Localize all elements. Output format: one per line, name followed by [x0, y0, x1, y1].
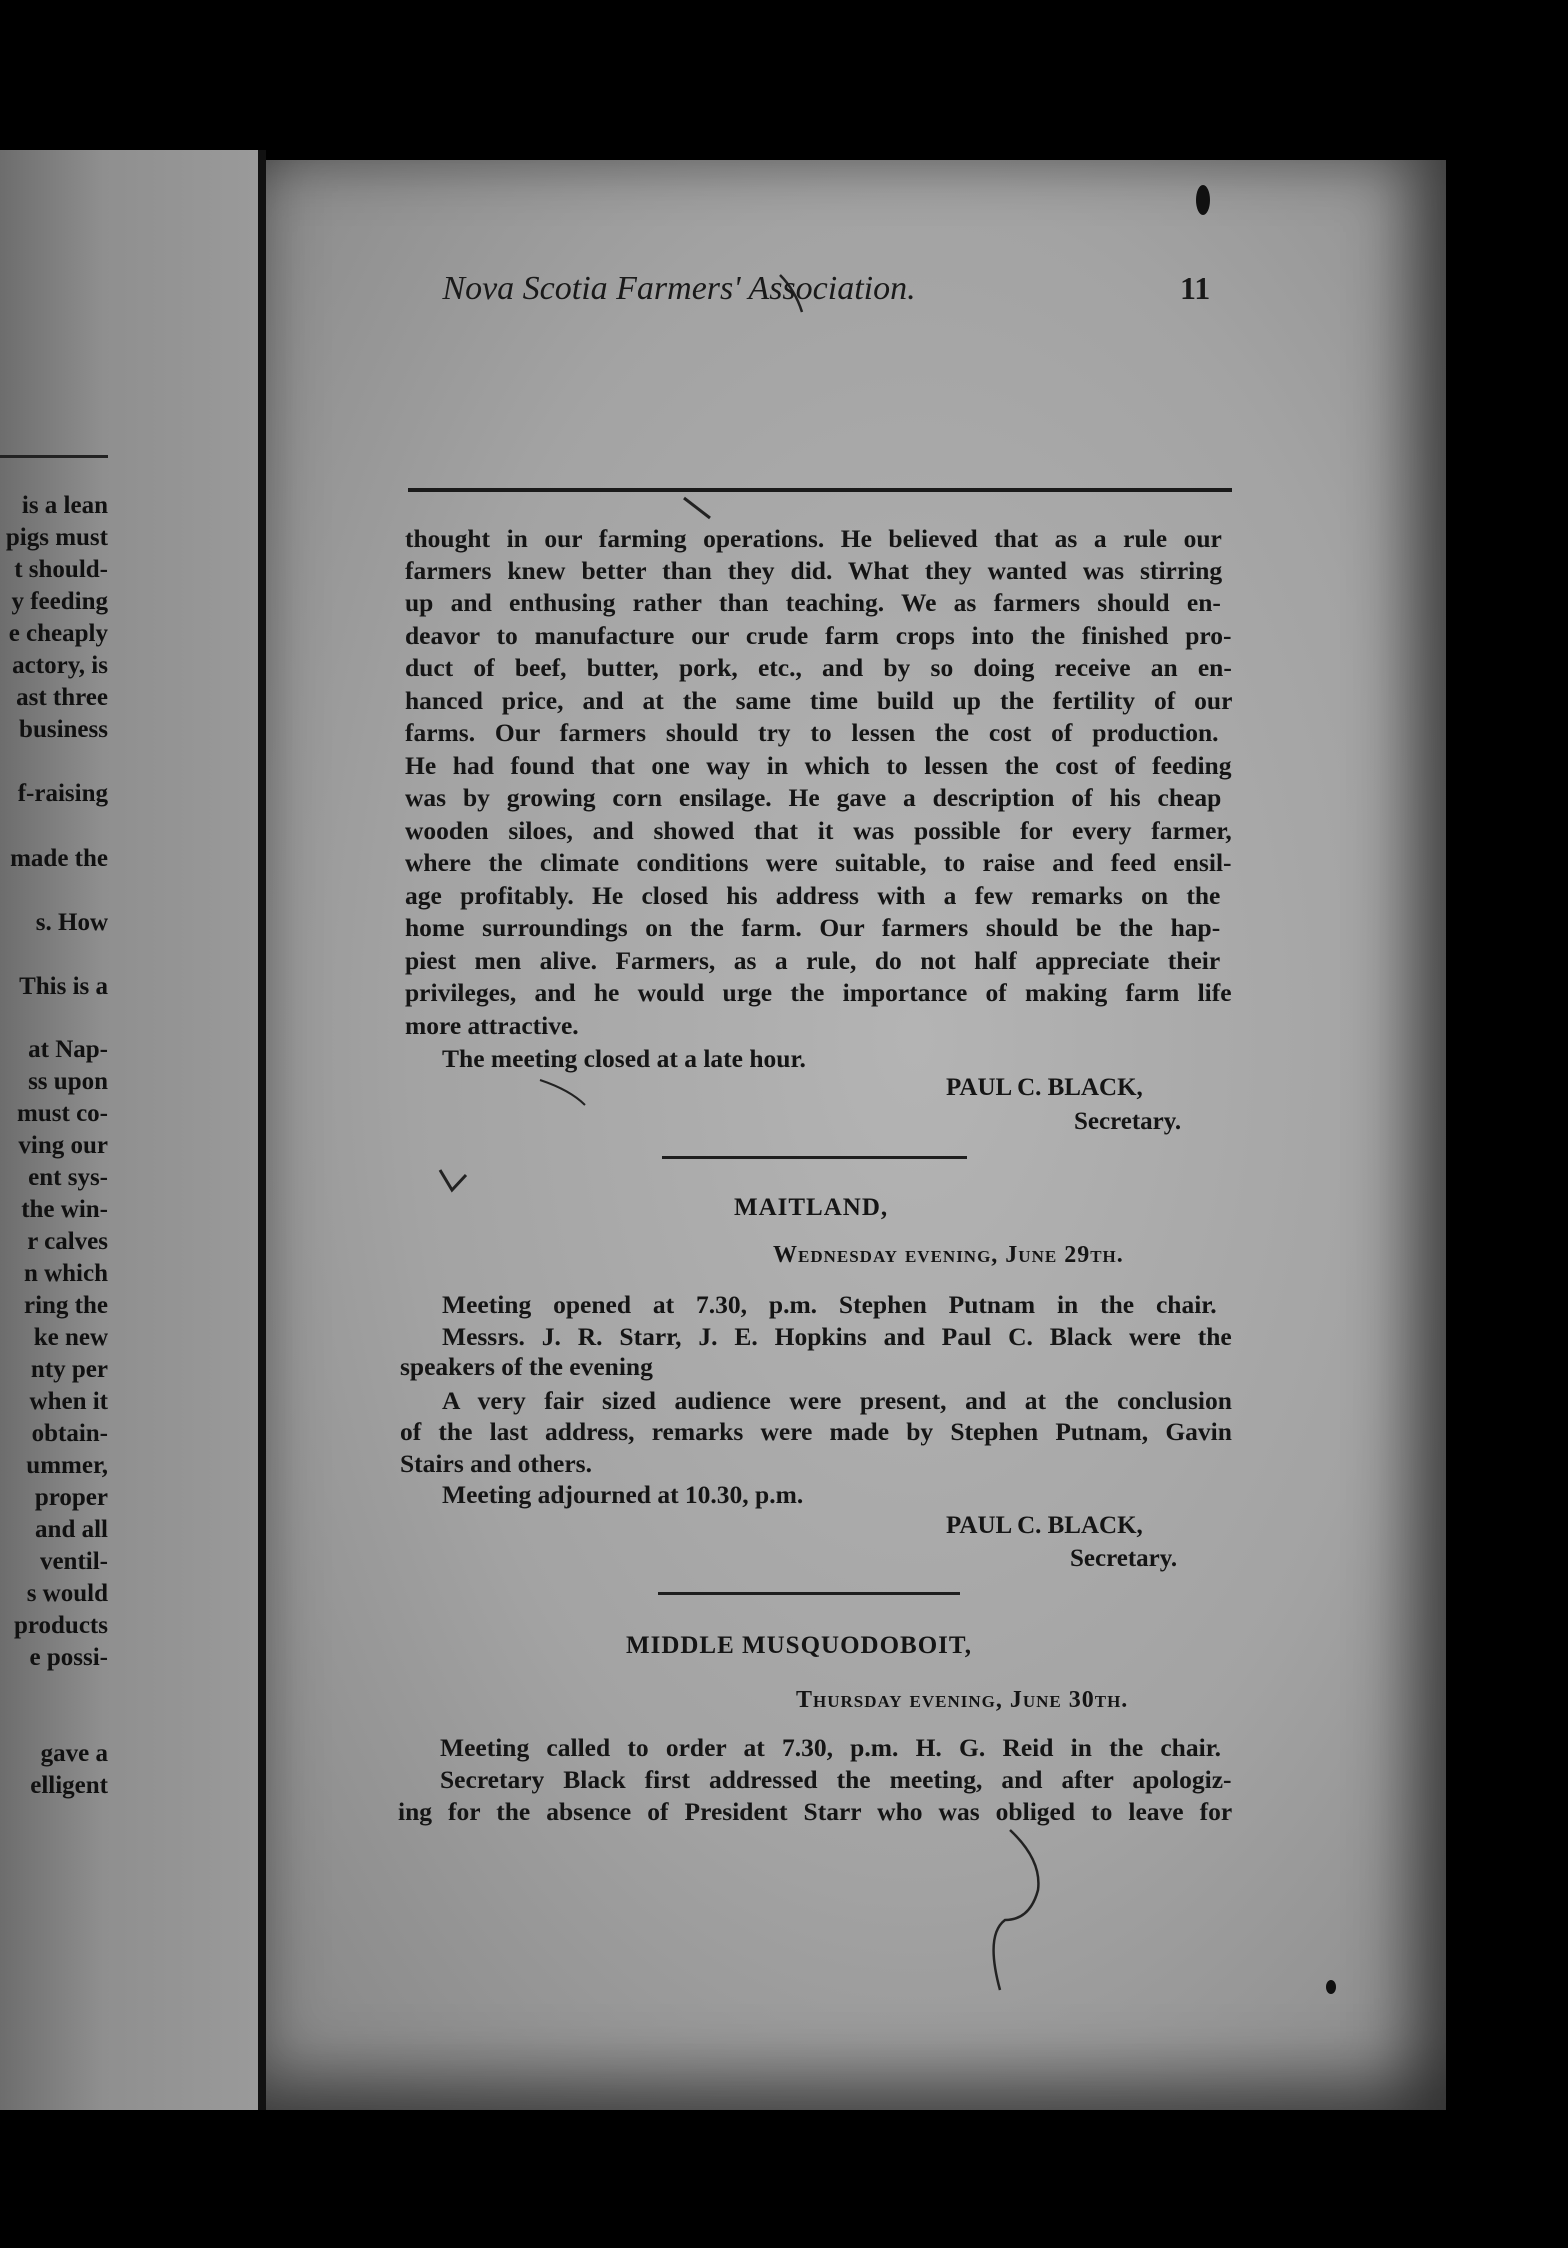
- pen-stroke: [440, 1170, 466, 1190]
- left-text-line: actory, is: [12, 652, 108, 679]
- body-line: duct of beef, butter, pork, etc., and by so doing receive an en-: [405, 653, 1232, 682]
- maitland-heading: MAITLAND,: [734, 1194, 889, 1221]
- left-text-line: r calves: [27, 1228, 108, 1255]
- running-head: Nova Scotia Farmers' Association.: [442, 270, 916, 307]
- left-text-line: gave a: [40, 1740, 108, 1767]
- left-text-line: s would: [26, 1580, 108, 1607]
- maitland-date: Wednesday evening, June 29th.: [773, 1242, 1124, 1268]
- left-text-line: ast three: [16, 684, 108, 711]
- left-text-line: ent sys-: [28, 1164, 108, 1191]
- body-line: farms. Our farmers should try to lessen the cost of production.: [405, 718, 1219, 747]
- maitland-line: of the last address, remarks were made by Stephen Putnam, Gavin: [400, 1417, 1232, 1446]
- left-text-line: products: [13, 1612, 108, 1639]
- left-text-line: pigs must: [5, 524, 108, 551]
- body-line: hanced price, and at the same time build up the fertility of our: [405, 686, 1233, 715]
- body-line: piest men alive. Farmers, as a rule, do not half appreciate their: [405, 946, 1221, 975]
- left-text-line: ke new: [33, 1324, 108, 1351]
- body-line: The meeting closed at a late hour.: [442, 1044, 806, 1073]
- pen-stroke: [540, 1080, 585, 1105]
- left-text-line: when it: [29, 1388, 108, 1415]
- body-line: was by growing corn ensilage. He gave a description of his cheap: [405, 783, 1222, 812]
- middle-musquodoboit-line: Meeting called to order at 7.30, p.m. H. G. Reid in the chair.: [440, 1733, 1222, 1762]
- left-text-line: This is a: [19, 973, 108, 1000]
- left-text-line: n which: [23, 1260, 108, 1287]
- signature-title: Secretary.: [1070, 1545, 1178, 1572]
- left-text-line: is a lean: [21, 492, 108, 519]
- page-number: 11: [1180, 270, 1211, 306]
- body-line: more attractive.: [405, 1011, 579, 1040]
- maitland-line: Stairs and others.: [400, 1449, 592, 1478]
- section-rule: [662, 1156, 967, 1159]
- left-text-line: ummer,: [26, 1452, 108, 1479]
- left-text-line: elligent: [30, 1772, 108, 1799]
- signature-title: Secretary.: [1074, 1108, 1182, 1135]
- pen-stroke: [994, 1830, 1039, 1990]
- left-text-line: proper: [34, 1484, 108, 1511]
- left-text-line: s. How: [35, 909, 108, 936]
- left-text-line: ventil-: [39, 1548, 108, 1575]
- section-rule: [658, 1592, 960, 1595]
- left-text-line: obtain-: [31, 1420, 108, 1447]
- signature-name: PAUL C. BLACK,: [946, 1074, 1143, 1101]
- maitland-line: Messrs. J. R. Starr, J. E. Hopkins and Paul C. Black were the: [442, 1322, 1232, 1351]
- maitland-line: speakers of the evening: [400, 1352, 653, 1381]
- left-text-line: y feeding: [11, 588, 108, 615]
- body-line: age profitably. He closed his address with a few remarks on the: [405, 881, 1221, 910]
- signature-name: PAUL C. BLACK,: [946, 1512, 1143, 1539]
- maitland-line: A very fair sized audience were present, and at the conclusion: [442, 1386, 1232, 1415]
- body-line: up and enthusing rather than teaching. We as farmers should en-: [405, 588, 1221, 617]
- left-text-line: business: [19, 716, 108, 743]
- body-line: He had found that one way in which to lessen the cost of feeding: [405, 751, 1232, 780]
- left-text-line: e possi-: [29, 1644, 108, 1671]
- maitland-line: Meeting opened at 7.30, p.m. Stephen Putnam in the chair.: [442, 1290, 1217, 1319]
- body-line: home surroundings on the farm. Our farmers should be the hap-: [405, 913, 1221, 942]
- body-line: wooden siloes, and showed that it was possible for every farmer,: [405, 816, 1232, 845]
- middle-musquodoboit-line: ing for the absence of President Starr who was obliged to leave for: [398, 1797, 1233, 1826]
- pen-stroke: [684, 498, 710, 518]
- body-line: thought in our farming operations. He believed that as a rule our: [405, 524, 1222, 553]
- header-rule: [408, 488, 1232, 492]
- body-line: where the climate conditions were suitable, to raise and feed ensil-: [405, 848, 1232, 877]
- left-text-line: f-raising: [17, 780, 108, 807]
- maitland-line: Meeting adjourned at 10.30, p.m.: [442, 1480, 804, 1509]
- left-text-line: made the: [10, 845, 108, 872]
- body-line: privileges, and he would urge the importance of making farm life: [405, 978, 1232, 1007]
- left-text-line: ss upon: [28, 1068, 108, 1095]
- middle-musquodoboit-date: Thursday evening, June 30th.: [796, 1687, 1129, 1713]
- left-text-line: and all: [35, 1516, 108, 1543]
- left-text-line: t should-: [14, 556, 108, 583]
- left-text-line: ving our: [18, 1132, 108, 1159]
- body-line: farmers knew better than they did. What they wanted was stirring: [405, 556, 1223, 585]
- left-text-line: must co-: [17, 1100, 108, 1127]
- left-text-line: at Nap-: [28, 1036, 108, 1063]
- left-text-line: nty per: [30, 1356, 108, 1383]
- middle-musquodoboit-heading: MIDDLE MUSQUODOBOIT,: [626, 1632, 972, 1659]
- left-text-line: ring the: [23, 1292, 108, 1319]
- left-text-line: the win-: [21, 1196, 108, 1223]
- body-line: deavor to manufacture our crude farm crops into the finished pro-: [405, 621, 1232, 650]
- left-text-line: e cheaply: [8, 620, 108, 647]
- middle-musquodoboit-line: Secretary Black first addressed the meeting, and after apologiz-: [440, 1765, 1232, 1794]
